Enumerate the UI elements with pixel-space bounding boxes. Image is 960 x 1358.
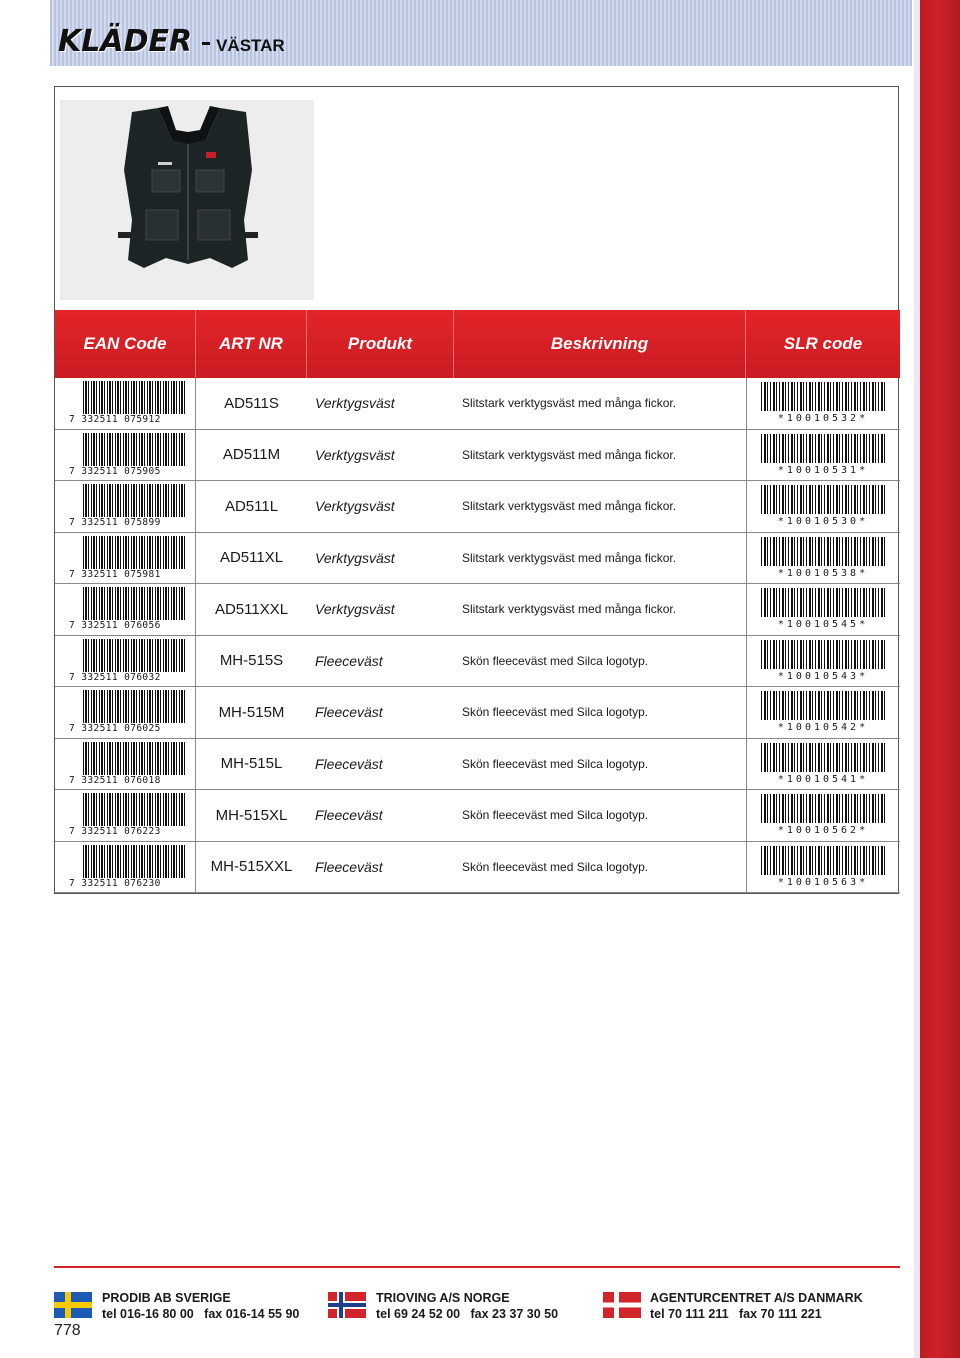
slr-number: *10010562* <box>777 825 869 836</box>
ean-number: 7 332511 076018 <box>69 775 187 786</box>
slr-barcode-bars <box>761 640 885 669</box>
art-nr: AD511XL <box>219 549 284 567</box>
art-nr: MH-515L <box>220 755 283 773</box>
product-name: Verktygsväst <box>315 601 395 618</box>
ean-number: 7 332511 076230 <box>69 878 187 889</box>
ean-barcode <box>69 742 187 786</box>
product-name: Verktygsväst <box>315 549 395 566</box>
footer-sweden <box>102 1290 299 1322</box>
table-header <box>55 310 900 378</box>
slr-barcode <box>759 640 887 684</box>
slr-number: *10010532* <box>777 413 869 424</box>
ean-cell <box>55 842 196 893</box>
art-nr: MH-515XL <box>215 806 288 824</box>
slr-cell <box>746 584 900 635</box>
ean-barcode-bars <box>83 690 185 724</box>
slr-cell <box>746 687 900 738</box>
sweden-company: PRODIB AB SVERIGE <box>102 1291 231 1305</box>
ean-barcode <box>69 381 187 425</box>
norway-flag-icon <box>328 1292 366 1318</box>
table-row <box>55 430 900 482</box>
art-nr: AD511S <box>224 394 279 412</box>
product-description: Skön fleeceväst med Silca logotyp. <box>462 705 649 720</box>
slr-number: *10010538* <box>777 567 869 579</box>
column-header-produkt: Produkt <box>307 310 454 378</box>
product-name: Fleeceväst <box>315 652 383 669</box>
table-row <box>55 636 900 688</box>
art-nr: MH-515XXL <box>210 858 293 876</box>
product-name: Fleeceväst <box>315 755 383 772</box>
ean-cell <box>55 739 196 790</box>
ean-barcode <box>69 690 187 734</box>
slr-barcode <box>759 434 887 478</box>
product-description: Skön fleeceväst med Silca logotyp. <box>462 859 649 874</box>
slr-barcode <box>759 485 887 529</box>
product-description: Skön fleeceväst med Silca logotyp. <box>462 808 649 823</box>
table-row <box>55 790 900 842</box>
column-header-beskrivning: Beskrivning <box>454 310 746 378</box>
slr-cell <box>746 739 900 790</box>
ean-barcode <box>69 793 187 837</box>
ean-cell <box>55 584 196 635</box>
ean-cell <box>55 378 196 429</box>
product-description: Slitstark verktygsväst med många fickor. <box>462 602 677 617</box>
ean-barcode-bars <box>83 484 185 518</box>
slr-number: *10010541* <box>777 773 869 785</box>
slr-cell <box>746 430 900 481</box>
footer-norway <box>376 1290 558 1322</box>
page-number: 778 <box>54 1322 81 1339</box>
product-table <box>55 378 900 893</box>
slr-barcode <box>759 794 887 838</box>
ean-barcode-bars <box>83 793 185 827</box>
page-title: KLÄDER <box>58 24 193 59</box>
slr-barcode-bars <box>761 588 885 617</box>
table-row <box>55 584 900 636</box>
slr-barcode-bars <box>761 434 885 463</box>
product-description: Slitstark verktygsväst med många fickor. <box>462 396 677 411</box>
ean-cell <box>55 430 196 481</box>
product-description: Skön fleeceväst med Silca logotyp. <box>462 756 649 771</box>
ean-barcode-bars <box>83 845 185 879</box>
ean-barcode <box>69 587 187 631</box>
ean-barcode-bars <box>83 381 185 415</box>
side-band-edge <box>914 0 920 1358</box>
slr-barcode <box>759 537 887 581</box>
ean-number: 7 332511 075981 <box>69 569 187 580</box>
slr-cell <box>746 842 900 893</box>
slr-number: *10010542* <box>777 722 869 733</box>
slr-barcode <box>759 691 887 735</box>
slr-barcode-bars <box>761 537 885 566</box>
product-name: Verktygsväst <box>315 395 395 412</box>
column-header-ean: EAN Code <box>55 310 196 378</box>
art-nr: MH-515S <box>219 652 284 670</box>
art-nr: AD511L <box>224 497 279 515</box>
ean-number: 7 332511 076223 <box>69 826 187 837</box>
ean-barcode-bars <box>83 536 185 570</box>
ean-number: 7 332511 076032 <box>69 672 187 683</box>
ean-number: 7 332511 075899 <box>69 517 187 528</box>
ean-barcode <box>69 433 187 477</box>
table-row <box>55 687 900 739</box>
page-subtitle-text: VÄSTAR <box>216 36 285 55</box>
product-name: Fleeceväst <box>315 704 383 721</box>
denmark-company: AGENTURCENTRET A/S DANMARK <box>650 1291 863 1305</box>
art-nr: MH-515M <box>218 703 285 721</box>
slr-cell <box>746 790 900 841</box>
slr-barcode-bars <box>761 743 885 772</box>
side-red-band <box>914 0 960 1358</box>
ean-number: 7 332511 075912 <box>69 414 187 425</box>
denmark-contact: tel 70 111 211 fax 70 111 221 <box>650 1307 822 1321</box>
table-row <box>55 378 900 430</box>
product-name: Fleeceväst <box>315 858 383 875</box>
slr-number: *10010531* <box>777 464 869 476</box>
product-description: Slitstark verktygsväst med många fickor. <box>462 550 677 565</box>
ean-number: 7 332511 076025 <box>69 723 187 734</box>
ean-barcode-bars <box>83 742 185 776</box>
column-header-slr: SLR code <box>783 334 863 353</box>
slr-number: *10010543* <box>777 670 869 682</box>
art-nr: AD511M <box>222 446 281 464</box>
ean-barcode <box>69 536 187 580</box>
ean-number: 7 332511 075905 <box>69 466 187 477</box>
ean-barcode <box>69 845 187 889</box>
art-nr: AD511XXL <box>214 600 289 618</box>
product-name: Verktygsväst <box>315 446 395 463</box>
ean-cell <box>55 790 196 841</box>
denmark-flag-icon <box>603 1292 641 1318</box>
ean-barcode-bars <box>83 587 185 621</box>
ean-cell <box>55 687 196 738</box>
ean-cell <box>55 533 196 584</box>
norway-company: TRIOVING A/S NORGE <box>376 1291 510 1305</box>
product-photo <box>60 100 314 300</box>
slr-barcode <box>759 846 887 890</box>
slr-barcode-bars <box>761 485 885 514</box>
slr-barcode-bars <box>761 794 885 823</box>
ean-cell <box>55 481 196 532</box>
slr-cell <box>746 481 900 532</box>
ean-barcode-bars <box>83 433 185 467</box>
slr-cell <box>746 533 900 584</box>
table-row <box>55 481 900 533</box>
slr-cell <box>746 636 900 687</box>
footer-divider <box>54 1266 900 1268</box>
table-row <box>55 842 900 894</box>
title-dash <box>202 42 210 45</box>
slr-cell <box>746 378 900 429</box>
product-description: Slitstark verktygsväst med många fickor. <box>462 447 677 462</box>
ean-barcode-bars <box>83 639 185 673</box>
footer-denmark <box>650 1290 863 1322</box>
slr-barcode <box>759 743 887 787</box>
ean-number: 7 332511 076056 <box>69 620 187 631</box>
norway-contact: tel 69 24 52 00 fax 23 37 30 50 <box>376 1307 559 1321</box>
vest-image <box>60 100 314 300</box>
ean-cell <box>55 636 196 687</box>
ean-barcode <box>69 484 187 528</box>
column-header-art-nr: ART NR <box>196 310 307 378</box>
product-description: Slitstark verktygsväst med många fickor. <box>462 499 677 514</box>
ean-barcode <box>69 639 187 683</box>
slr-barcode-bars <box>761 846 885 875</box>
product-name: Verktygsväst <box>315 498 395 515</box>
product-name: Fleeceväst <box>315 807 383 824</box>
slr-number: *10010530* <box>777 516 869 527</box>
slr-barcode <box>759 588 887 632</box>
slr-number: *10010563* <box>777 876 869 888</box>
table-row <box>55 739 900 791</box>
sweden-contact: tel 016-16 80 00 fax 016-14 55 90 <box>102 1307 300 1321</box>
page-header <box>58 24 285 60</box>
slr-barcode-bars <box>761 382 885 411</box>
page-subtitle <box>202 36 285 56</box>
slr-number: *10010545* <box>777 619 869 630</box>
slr-barcode-bars <box>761 691 885 720</box>
slr-barcode <box>759 382 887 426</box>
sweden-flag-icon <box>54 1292 92 1318</box>
table-row <box>55 533 900 585</box>
product-description: Skön fleeceväst med Silca logotyp. <box>462 653 649 668</box>
